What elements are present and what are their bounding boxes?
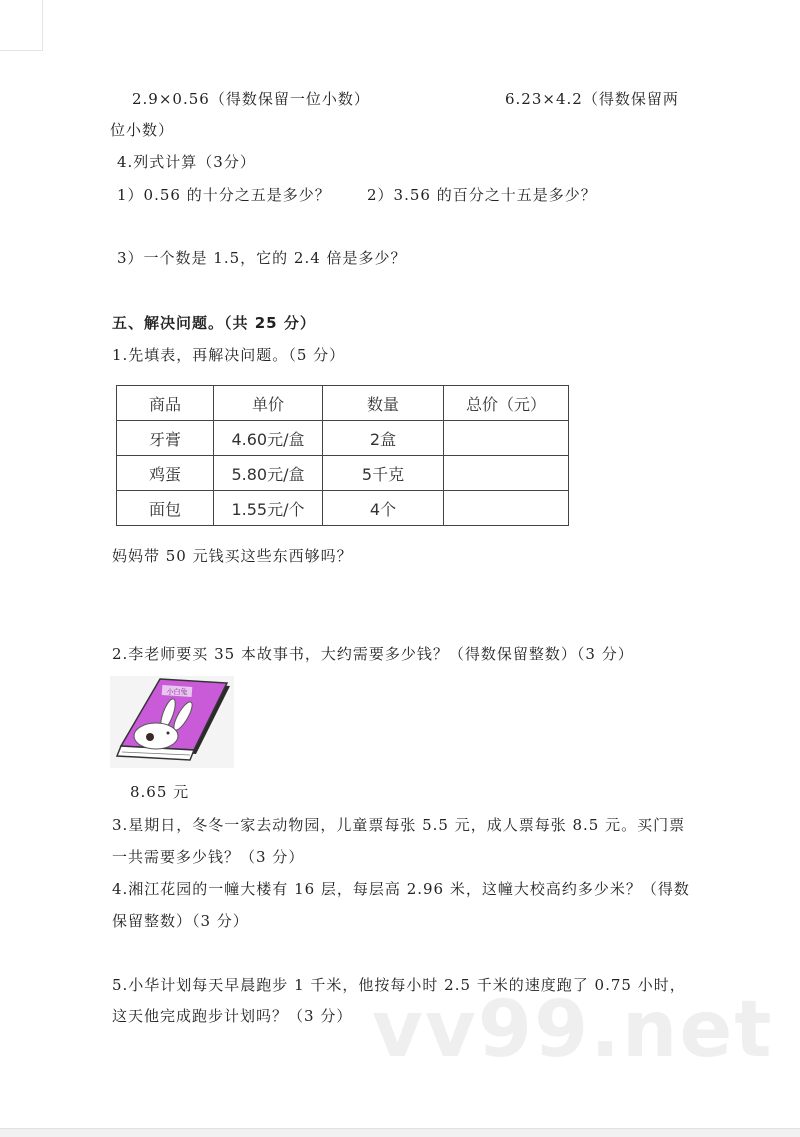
q2-left-text: 2.9×0.56（得数保留一位小数） <box>132 90 370 108</box>
q2-right-continuation: 位小数） <box>110 121 175 139</box>
book-cover-text: 小白兔 <box>166 688 188 696</box>
s5-q3-line1: 3.星期日，冬冬一家去动物园，儿童票每张 5.5 元，成人票每张 8.5 元。买门票 <box>112 816 686 834</box>
watermark: vv99.net <box>372 985 774 1075</box>
table-cell: 5.80元/盒 <box>214 456 323 491</box>
goods-table <box>116 385 569 526</box>
q4-sub2: 2）3.56 的百分之十五是多少？ <box>367 186 597 204</box>
table-cell: 1.55元/个 <box>214 491 323 526</box>
page-bottom-edge <box>0 1128 800 1137</box>
table-cell: 鸡蛋 <box>117 456 214 491</box>
s5-q2-title: 2.李老师要买 35 本故事书，大约需要多少钱？（得数保留整数）（3 分） <box>112 645 634 663</box>
book-icon <box>110 676 234 768</box>
q2-right-text: 6.23×4.2（得数保留两 <box>505 90 679 108</box>
table-cell <box>444 491 569 526</box>
table-row <box>117 456 569 491</box>
table-row <box>117 421 569 456</box>
storybook-illustration <box>110 676 234 768</box>
table-header-cell: 总价（元） <box>444 386 569 421</box>
table-cell <box>444 456 569 491</box>
table-cell: 4.60元/盒 <box>214 421 323 456</box>
s5-q4-line2: 保留整数）（3 分） <box>112 912 249 930</box>
table-header-cell: 数量 <box>323 386 444 421</box>
q4-title: 4.列式计算（3分） <box>117 153 256 171</box>
table-header-cell: 商品 <box>117 386 214 421</box>
table-cell: 面包 <box>117 491 214 526</box>
table-header-cell: 单价 <box>214 386 323 421</box>
q4-sub1: 1）0.56 的十分之五是多少？ <box>117 186 331 204</box>
page-corner <box>0 0 43 51</box>
s5-q1-question: 妈妈带 50 元钱买这些东西够吗？ <box>112 547 353 565</box>
s5-q5-line2: 这天他完成跑步计划吗？（3 分） <box>112 1007 353 1025</box>
table-cell: 5千克 <box>323 456 444 491</box>
s5-q2-price: 8.65 元 <box>130 783 190 801</box>
table-cell: 2盒 <box>323 421 444 456</box>
s5-q3-line2: 一共需要多少钱？（3 分） <box>112 848 305 866</box>
table-header-row <box>117 386 569 421</box>
table-cell: 4个 <box>323 491 444 526</box>
q4-sub3: 3）一个数是 1.5，它的 2.4 倍是多少？ <box>117 249 407 267</box>
table-cell: 牙膏 <box>117 421 214 456</box>
table-row <box>117 491 569 526</box>
s5-q1-title: 1.先填表，再解决问题。（5 分） <box>112 346 346 364</box>
table-cell <box>444 421 569 456</box>
s5-q5-line1: 5.小华计划每天早晨跑步 1 千米，他按每小时 2.5 千米的速度跑了 0.75 小时， <box>112 976 686 994</box>
section5-title: 五、解决问题。（共 25 分） <box>112 314 316 332</box>
s5-q4-line1: 4.湘江花园的一幢大楼有 16 层，每层高 2.96 米，这幢大校高约多少米？（得数 <box>112 880 690 898</box>
